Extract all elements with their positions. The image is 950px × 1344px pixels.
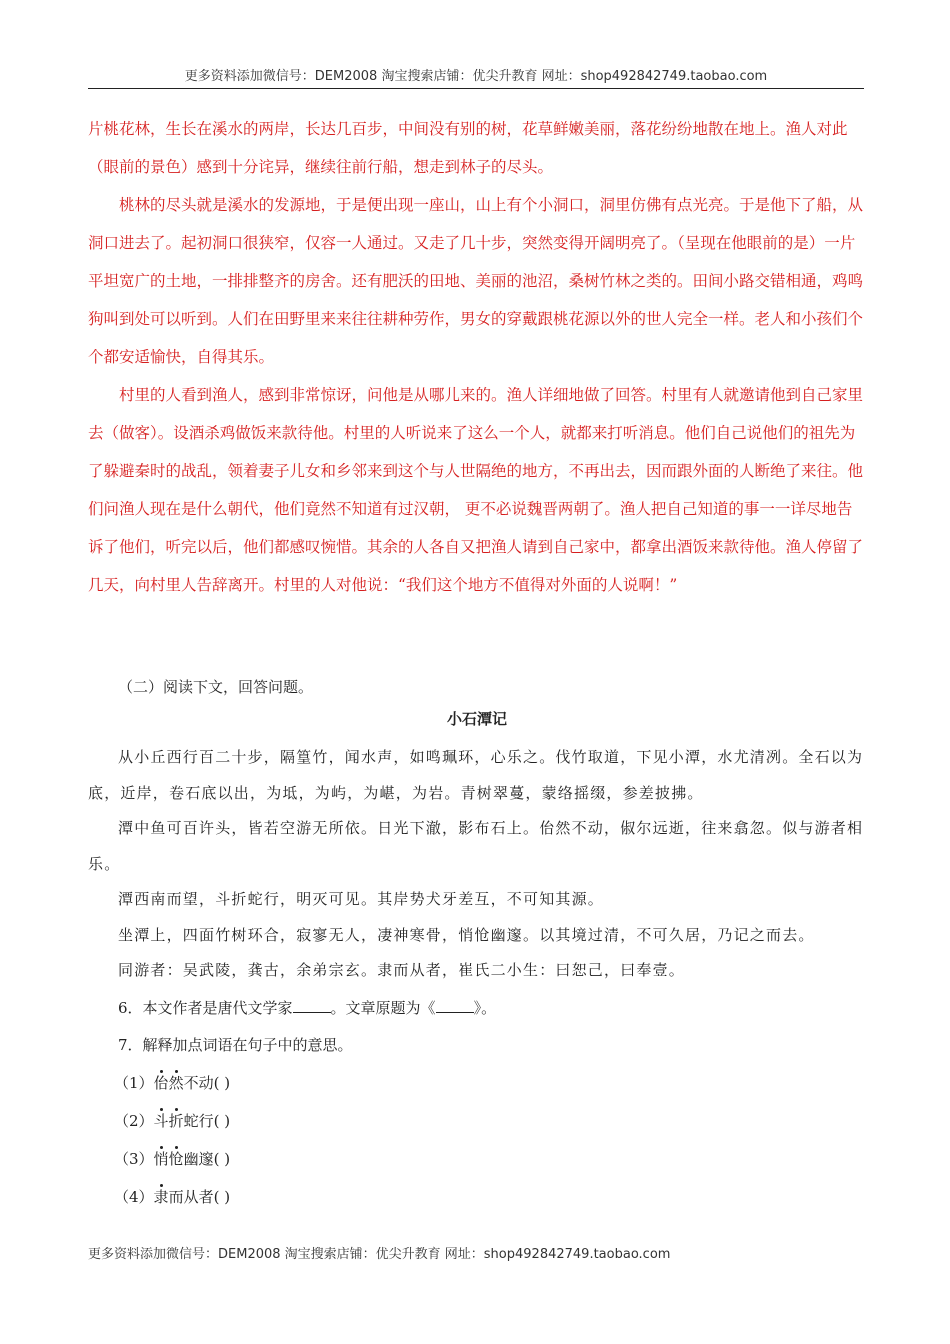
passage-paragraph-2: 潭中鱼可百许头，皆若空游无所依。日光下澈，影布石上。佁然不动，俶尔远逝，往来翕忽。似与游者相乐。 <box>88 819 864 873</box>
item-rest: 蛇行 <box>183 1112 214 1130</box>
item-number: （2） <box>114 1112 154 1130</box>
reading-section <box>88 672 866 989</box>
header-divider <box>88 88 864 89</box>
translation-block <box>88 110 866 604</box>
question-6-text-a: 6．本文作者是唐代文学家 <box>118 999 293 1017</box>
questions-block <box>88 993 866 1216</box>
item-rest: 而从者 <box>168 1188 214 1206</box>
dotted-char: 佁 <box>153 1074 169 1092</box>
item-number: （3） <box>114 1150 154 1168</box>
page-footer: 更多资料添加微信号：DEM2008 淘宝搜索店铺：优尖升教育 网址：shop492842749.taobao.com <box>88 1247 671 1262</box>
dotted-char: 折 <box>168 1112 184 1130</box>
answer-parens[interactable]: ( ) <box>213 1150 231 1168</box>
answer-blank-title[interactable] <box>436 998 474 1013</box>
answer-parens[interactable]: ( ) <box>213 1188 231 1206</box>
section-label: （二）阅读下文，回答问题。 <box>118 678 314 696</box>
question-6-text-c: 》。 <box>473 999 497 1017</box>
dotted-char: 怆 <box>168 1150 184 1168</box>
passage-paragraph-4: 坐潭上，四面竹树环合，寂寥无人，凄神寒骨，悄怆幽邃。以其境过清，不可久居，乃记之而去。 <box>118 925 815 944</box>
item-number: （1） <box>114 1074 154 1092</box>
question-6-text-b: 。文章原题为《 <box>330 999 436 1017</box>
item-rest: 不动 <box>183 1074 214 1092</box>
question-7-item-3 <box>88 1140 866 1178</box>
passage-paragraph-1: 从小丘西行百二十步，隔篁竹，闻水声，如鸣珮环，心乐之。伐竹取道，下见小潭，水尤清冽。全石以为底，近岸，卷石底以出，为坻，为屿，为嵁，为岩。青树翠蔓，蒙络摇缀，参差披拂。 <box>88 748 864 802</box>
dotted-char: 悄 <box>153 1150 169 1168</box>
passage-text <box>88 740 866 989</box>
passage-paragraph-5: 同游者：吴武陵，龚古，余弟宗玄。隶而从者，崔氏二小生：曰恕己，曰奉壹。 <box>118 961 686 979</box>
dotted-char: 斗 <box>153 1112 169 1130</box>
dotted-char: 然 <box>168 1074 184 1092</box>
passage-title: 小石潭记 <box>446 710 507 728</box>
dotted-char: 隶 <box>153 1188 169 1206</box>
question-6 <box>88 993 866 1023</box>
question-7-item-4 <box>88 1178 866 1216</box>
question-7-item-2 <box>88 1102 866 1140</box>
passage-paragraph-3: 潭西南而望，斗折蛇行，明灭可见。其岸势犬牙差互，不可知其源。 <box>118 890 605 908</box>
item-number: （4） <box>114 1188 154 1206</box>
answer-blank-author[interactable] <box>293 998 331 1013</box>
translation-paragraph-1: 片桃花林，生长在溪水的两岸，长达几百步，中间没有别的树，花草鲜嫩美丽，落花纷纷地散在地上。渔人对此（眼前的景色）感到十分诧异，继续往前行船，想走到林子的尽头。 <box>88 120 848 176</box>
answer-parens[interactable]: ( ) <box>213 1074 231 1092</box>
item-rest: 幽邃 <box>183 1150 214 1168</box>
translation-paragraph-3: 村里的人看到渔人，感到非常惊讶，问他是从哪儿来的。渔人详细地做了回答。村里有人就邀请他到自己家里去（做客）。设酒杀鸡做饭来款待他。村里的人听说来了这么一个人，就都来打听消息。他们自己说他们的祖先为了躲避秦时的战乱，领着妻子儿女和乡邻来到这个与人世隔绝的地方，不再出去，因而跟外面的人断绝了来往。他们问渔人现在是什么朝代，他们竟然不知道有过汉朝， 更不必说魏晋两朝了。渔人把自己知道的事一一详尽地告诉了他们，听完以后，他们都感叹惋惜。其余的人各自又把渔人请到自己家中，都拿出酒饭来款待他。渔人停留了几天，向村里人告辞离开。村里的人对他说：“我们这个地方不值得对外面的人说啊！” <box>88 386 864 594</box>
question-7-stem: 7．解释加点词语在句子中的意思。 <box>118 1036 353 1054</box>
answer-parens[interactable]: ( ) <box>213 1112 231 1130</box>
question-7-item-1 <box>88 1064 866 1102</box>
translation-paragraph-2: 桃林的尽头就是溪水的发源地，于是便出现一座山，山上有个小洞口，洞里仿佛有点光亮。于是他下了船，从洞口进去了。起初洞口很狭窄，仅容一人通过。又走了几十步，突然变得开阔明亮了。（呈现在他眼前的是）一片平坦宽广的土地，一排排整齐的房舍。还有肥沃的田地、美丽的池沼，桑树竹林之类的。田间小路交错相通，鸡鸣狗叫到处可以听到。人们在田野里来来往往耕种劳作，男女的穿戴跟桃花源以外的世人完全一样。老人和小孩们个个都安适愉快，自得其乐。 <box>88 196 864 366</box>
page-header: 更多资料添加微信号：DEM2008 淘宝搜索店铺：优尖升教育 网址：shop492842749.taobao.com <box>184 69 768 84</box>
